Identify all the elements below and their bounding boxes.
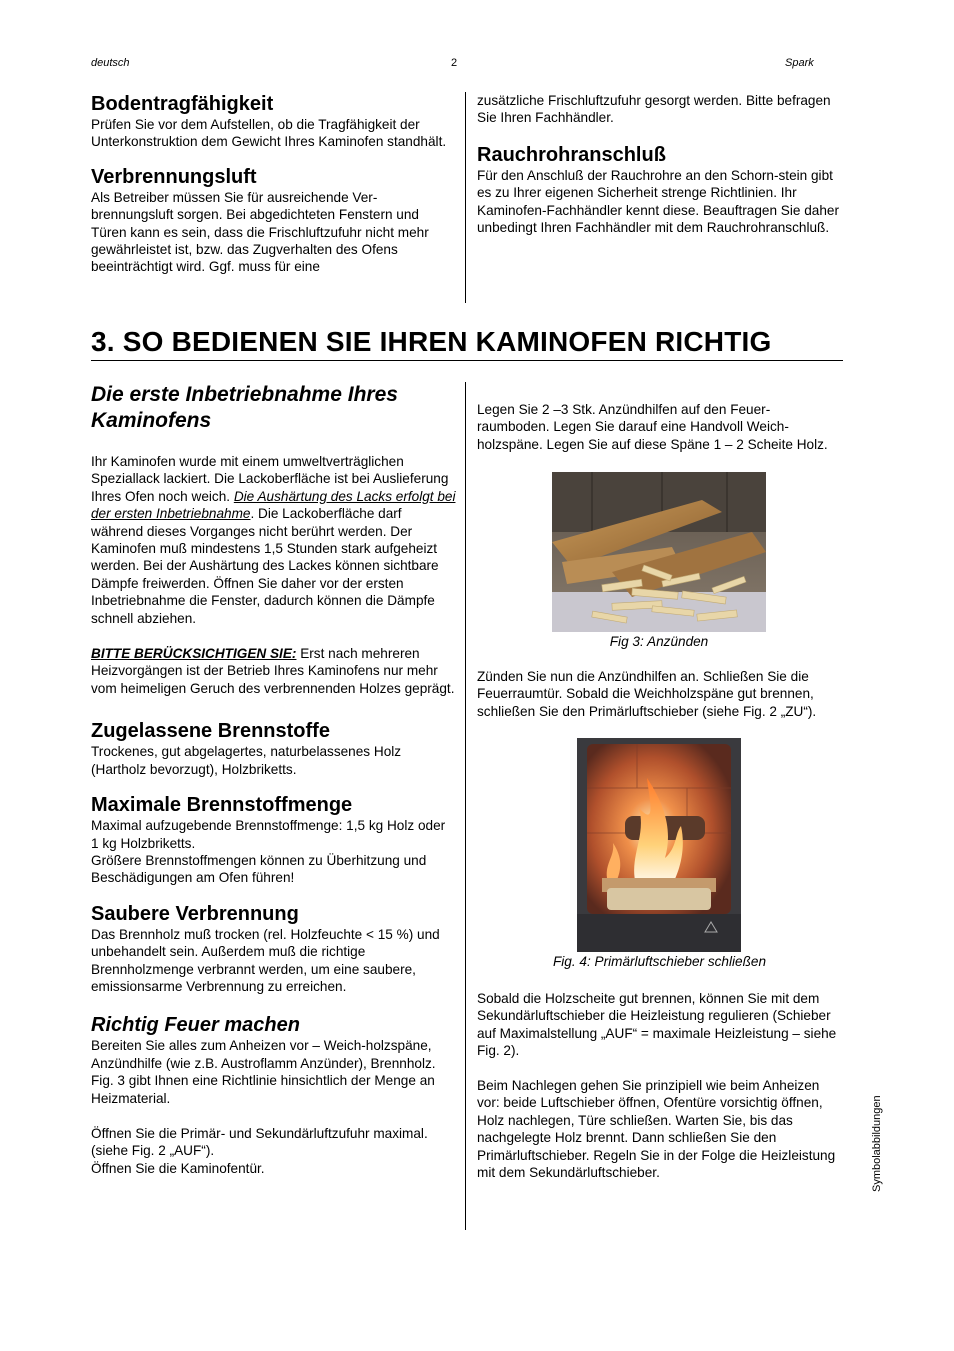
intro-text-a: Ihr Kaminofen wurde mit einem umweltverträglichen Speziallack lackiert. Die Lackoberfläche ist bei Auslieferung Ihres Ofen noch weich.	[91, 454, 449, 504]
section-text-rauchrohranschluss: Für den Anschluß der Rauchrohre an den Schorn-stein gibt es zu Ihrer eigenen Sicherheit strenge Richtlinien. Ihr Kaminofen-Fachhändler kennt diese. Beauftragen Sie daher unbedingt Ihren Fachhändler mit dem Rauchrohranschluß.	[477, 167, 839, 236]
intro-text-b: . Die Lackoberfläche darf während dieses Vorganges nicht berührt werden. Der Kaminofen muß mindestens 1,5 Stunden stark aufgeheizt werden. Bei der Aushärtung des Lackes können sichtbare Dämpfe freiwerden. Öffnen Sie daher vor der ersten Inbetriebnahme die Fenster, dadurch können die Dämpfe schnell abziehen.	[91, 506, 439, 626]
page-number: 2	[451, 57, 458, 69]
section-text-bodentragfaehigkeit: Prüfen Sie vor dem Aufstellen, ob die Tragfähigkeit der Unterkonstruktion dem Gewicht Ihres Kaminofen standhält.	[91, 117, 447, 150]
section-title-verbrennungsluft: Verbrennungsluft	[91, 165, 257, 188]
section-title-bodentragfaehigkeit: Bodentragfähigkeit	[91, 93, 274, 115]
top-right-column	[477, 92, 842, 236]
note-paragraph	[91, 645, 456, 697]
right-paragraph-3: Sobald die Holzscheite gut brennen, können Sie mit dem Sekundärluftschieber die Heizleistung regulieren (Schieber auf Maximalstellung „AUF“ = maximale Heizleistung – siehe Fig. 2).	[477, 991, 837, 1059]
top-left-column	[91, 92, 456, 276]
note-text: Erst nach mehreren Heizvorgängen ist der Betrieb Ihres Kaminofens nur mehr vom heimeligen Geruch des verbrennenden Holzes geprägt.	[91, 646, 455, 696]
fig4-photo	[577, 738, 741, 952]
chapter-underline	[91, 360, 843, 361]
section-title-brennstoffmenge: Maximale Brennstoffmenge	[91, 794, 353, 817]
column-divider-main	[465, 382, 466, 1230]
section-text-verbrennung: Das Brennholz muß trocken (rel. Holzfeuchte < 15 %) und unbehandelt sein. Außerdem muß die richtige Brennholzmenge verbrannt werden, um eine saubere, emissionsarme Verbrennung zu erreichen.	[91, 926, 440, 994]
right-paragraph-2: Zünden Sie nun die Anzündhilfen an. Schließen Sie die Feuerraumtür. Sobald die Weichholzspäne gut brennen, schließen Sie den Primärluftschieber (siehe Fig. 2 „ZU“).	[477, 669, 817, 719]
section-text-feuer-machen: Bereiten Sie alles zum Anheizen vor – Weich-holzspäne, Anzündhilfe (wie z.B. Austroflamm Anzünder), Brennholz. Fig. 3 gibt Ihnen eine Richtlinie hinsichtlich der Menge an Heizmaterial.	[91, 1038, 436, 1106]
fig3-caption: Fig 3: Anzünden	[609, 634, 709, 649]
fire-illustration	[577, 738, 741, 952]
intro-text-underlined: Die Aushärtung des Lacks erfolgt bei der ersten Inbetriebnahme	[91, 488, 456, 522]
section-text-brennstoffmenge-2: Größere Brennstoffmengen können zu Überhitzung und Beschädigungen am Ofen führen!	[91, 852, 427, 886]
section-title-verbrennung: Saubere Verbrennung	[91, 902, 299, 925]
section-text-brennstoffe: Trockenes, gut abgelagertes, naturbelassenes Holz (Hartholz bevorzugt), Holzbriketts.	[91, 744, 402, 777]
section-title-inbetriebnahme: Die erste Inbetriebnahme Ihres Kaminofens	[91, 383, 398, 432]
kindling-illustration	[552, 472, 766, 632]
sidenote-symbolabbildungen: Symbolabbildungen	[871, 1095, 883, 1192]
section-text-feuer-machen-2a: Öffnen Sie die Primär- und Sekundärluftzufuhr maximal. (siehe Fig. 2 „AUF“).	[91, 1125, 428, 1159]
section-title-brennstoffe: Zugelassene Brennstoffe	[91, 720, 330, 743]
right-paragraph-4: Beim Nachlegen gehen Sie prinzipiell wie beim Anheizen vor: beide Luftschieber öffnen, Ofentüre vorsichtig öffnen, Holz nachlegen, Türe schließen. Warten Sie, bis das nachgelegte Holz brennt. Dann schließen Sie den Primärluftschieber. Regeln Sie in der Folge die Heizleistung mit dem Sekundärluftschieber.	[477, 1078, 836, 1181]
header-language: deutsch	[91, 57, 130, 69]
fig4-caption: Fig. 4: Primärluftschieber schließen	[552, 954, 767, 969]
section-text-verbrennungsluft: Als Betreiber müssen Sie für ausreichende Ver-brennungsluft sorgen. Bei abgedichteten Fenstern und Türen kann es sein, dass die Frischluftzufuhr nicht mehr gewährleistet ist, bzw. das Zugverhalten des Ofens beeinträchtigt wird. Ggf. muss für eine	[91, 189, 429, 275]
right-paragraph-1: Legen Sie 2 –3 Stk. Anzündhilfen auf den Feuer-raumboden. Legen Sie darauf eine Handvoll Weich-holzspäne. Legen Sie auf diese Späne 1 – 2 Scheite Holz.	[477, 402, 828, 452]
continuation-text: zusätzliche Frischluftzufuhr gesorgt werden. Bitte befragen Sie Ihren Fachhändler.	[477, 93, 831, 126]
section-title-rauchrohranschluss: Rauchrohranschluß	[477, 143, 666, 166]
chapter-title: SO BEDIENEN SIE IHREN KAMINOFEN RICHTIG	[122, 326, 772, 357]
note-label: BITTE BERÜCKSICHTIGEN SIE:	[91, 646, 297, 662]
section-text-inbetriebnahme	[91, 453, 456, 627]
chapter-number: 3.	[91, 326, 115, 357]
fig3-photo	[552, 472, 766, 632]
section-text-brennstoffmenge-1: Maximal aufzugebende Brennstoffmenge: 1,5 kg Holz oder 1 kg Holzbriketts.	[91, 818, 446, 851]
left-main-column	[91, 382, 456, 1177]
header-model: Spark	[785, 57, 814, 69]
chapter-heading	[91, 325, 772, 359]
section-title-feuer-machen: Richtig Feuer machen	[91, 1014, 300, 1037]
section-text-feuer-machen-2b: Öffnen Sie die Kaminofentür.	[91, 1160, 265, 1176]
column-divider-top	[465, 92, 466, 303]
